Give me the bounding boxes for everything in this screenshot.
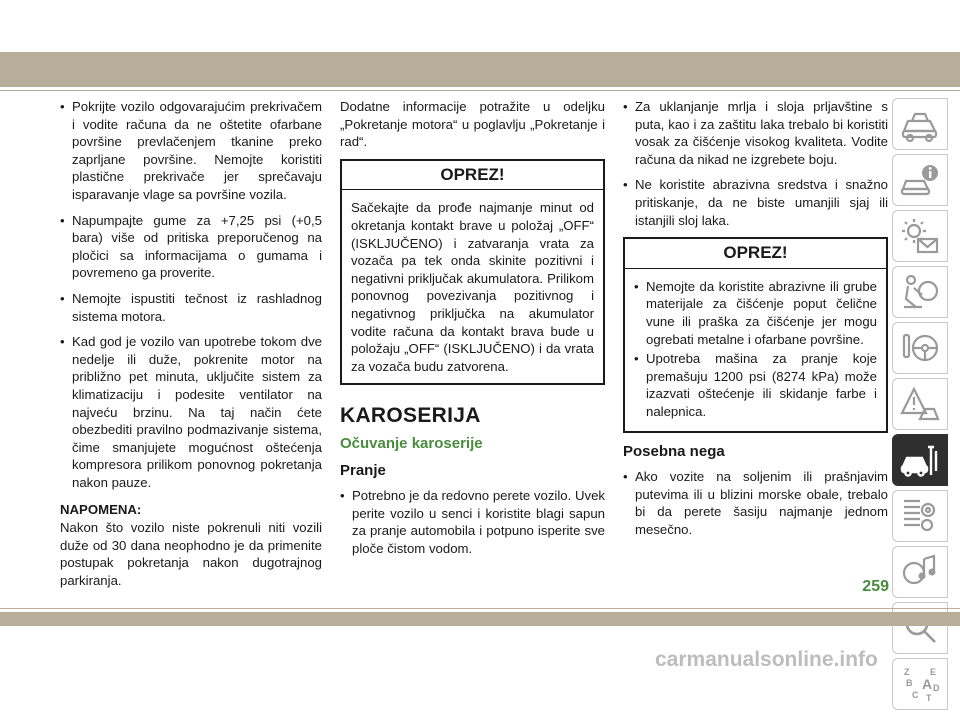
storage-bullets bbox=[60, 98, 322, 491]
specifications-icon bbox=[900, 497, 940, 535]
tab-car-info[interactable] bbox=[892, 154, 948, 206]
car-maintenance-icon bbox=[900, 441, 940, 479]
column-2 bbox=[340, 98, 605, 565]
svg-text:Z: Z bbox=[904, 667, 910, 677]
section-title: KAROSERIJA bbox=[340, 404, 481, 428]
note-text: Nakon što vozilo niste pokrenuli niti vozili duže od 30 dana neophodno je da primenite postupak pokretanja nakon dugotrajnog parkiranja. bbox=[60, 520, 322, 588]
caution-bullets bbox=[634, 278, 877, 421]
subsection-title: Očuvanje karoserije bbox=[340, 434, 483, 452]
list-item: • Ne koristite abrazivna sredstva i snažno pritiskanje, da ne biste umanjili sjaj ili istanjili sloj laka. bbox=[623, 177, 888, 228]
caution-box bbox=[623, 237, 888, 432]
steering-wheel-icon bbox=[900, 329, 940, 367]
list-item: • Potrebno je da redovno perete vozilo. Uvek perite vozilo u senci i koristite blagi sapun za pranje automobila i potpuno isperite sve ploče čistom vodom. bbox=[340, 488, 605, 556]
care-bullets bbox=[623, 98, 888, 229]
watermark: carmanualsonline.info bbox=[655, 648, 878, 671]
svg-text:B: B bbox=[906, 678, 913, 688]
column-3 bbox=[623, 98, 888, 546]
warning-lights-icon bbox=[900, 217, 940, 255]
tab-warning-lights[interactable] bbox=[892, 210, 948, 262]
list-item: • Nemojte da koristite abrazivne ili grube materijale za čišćenje poput čelične vune ili praška za čišćenje jer mogu ogrebati metalne i ofarbane površine. bbox=[634, 278, 877, 347]
tab-search[interactable] bbox=[892, 602, 948, 654]
svg-text:E: E bbox=[930, 667, 937, 677]
list-item: • Za uklanjanje mrlja i sloja prljavštine s puta, kao i za zaštitu laka trebalo bi koristiti vosak za čišćenje visokog kvaliteta. Vodite računa da nikad ne izgrebete boju. bbox=[623, 99, 888, 167]
airbag-safety-icon bbox=[900, 273, 940, 311]
intro-text: Dodatne informacije potražite u odeljku „Pokretanje motora“ u poglavlju „Pokretanje i rad“. bbox=[340, 99, 605, 150]
caution-heading: OPREZ! bbox=[342, 161, 603, 191]
note-heading: NAPOMENA: bbox=[60, 502, 142, 518]
list-item: • Upotreba mašina za pranje koje premašuju 1200 psi (8274 kPa) može izazvati oštećenje ili skidanje farbe i nalepnica. bbox=[634, 351, 877, 419]
list-item: • Kad god je vozilo van upotrebe tokom dve nedelje ili duže, pokrenite motor na približno pet minuta, uključite sistem za klimatizaciju i podesite ventilator na najveću brzinu. Na taj način ćete obezbediti pravilno podmazivanje sistema, čime smanjujete mogućnost oštećenja kompresora prilikom ponovnog pokretanja nakon pauze. bbox=[60, 334, 322, 490]
column-1 bbox=[60, 98, 322, 597]
washing-bullets bbox=[340, 487, 605, 557]
svg-text:C: C bbox=[912, 690, 919, 700]
tab-multimedia[interactable] bbox=[892, 546, 948, 598]
caution-text: Sačekajte da prođe najmanje minut od okretanja kontakt brave u položaj „OFF“ (ISKLJUČENO) i zatvaranja vrata za vozača pa tek onda skinite pozitivni i negativni priključak akumulatora. Prilikom ponovnog povezivanja pozitivnog i negativnog priključka na akumulator vodite računa da kontakt brava bude u položaju „OFF“ (ISKLJUČENO) i da vrata za vozača budu zatvorena. bbox=[351, 200, 594, 374]
special-care-bullets bbox=[623, 468, 888, 538]
svg-text:A: A bbox=[922, 676, 933, 692]
tab-alphabet-index[interactable] bbox=[892, 658, 948, 710]
list-item: • Pokrijte vozilo odgovarajućim prekrivačem i vodite računa da ne oštetite ofarbane površine prevlačenjem tkanine preko zaprljane površine. Nemojte koristiti plastične prekrivače jer sprečavaju isparavanje vlage sa površine vozila. bbox=[60, 99, 322, 202]
caution-box bbox=[340, 159, 605, 386]
top-band bbox=[0, 52, 960, 87]
tab-road-emergency[interactable] bbox=[892, 378, 948, 430]
tab-specifications[interactable] bbox=[892, 490, 948, 542]
multimedia-icon bbox=[900, 553, 940, 591]
bottom-rule bbox=[0, 608, 960, 609]
page-number: 259 bbox=[862, 578, 889, 595]
car-info-icon bbox=[900, 161, 940, 199]
alphabet-index-icon bbox=[900, 665, 940, 703]
bottom-band bbox=[0, 612, 960, 626]
tab-car-interior[interactable] bbox=[892, 98, 948, 150]
top-rule bbox=[0, 90, 960, 91]
tab-airbag-safety[interactable] bbox=[892, 266, 948, 318]
car-interior-icon bbox=[900, 105, 940, 143]
list-item: • Ako vozite na soljenim ili prašnjavim putevima ili u blizini morske obale, trebalo bi da perete šasiju najmanje jednom mesečno. bbox=[623, 469, 888, 537]
list-item: • Napumpajte gume za +7,25 psi (+0,5 bara) više od pritiska preporučenog na pločici sa informacijama o gumama i povremeno ga proverite. bbox=[60, 212, 322, 281]
special-care-heading: Posebna nega bbox=[623, 442, 725, 460]
svg-text:T: T bbox=[926, 693, 932, 703]
tab-steering-wheel[interactable] bbox=[892, 322, 948, 374]
tab-car-maintenance[interactable] bbox=[892, 434, 948, 486]
list-item: • Nemojte ispustiti tečnost iz rashladnog sistema motora. bbox=[60, 290, 322, 324]
caution-heading: OPREZ! bbox=[625, 239, 886, 269]
svg-text:D: D bbox=[933, 683, 940, 693]
road-emergency-icon bbox=[900, 385, 940, 423]
subsubsection-title: Pranje bbox=[340, 461, 386, 479]
